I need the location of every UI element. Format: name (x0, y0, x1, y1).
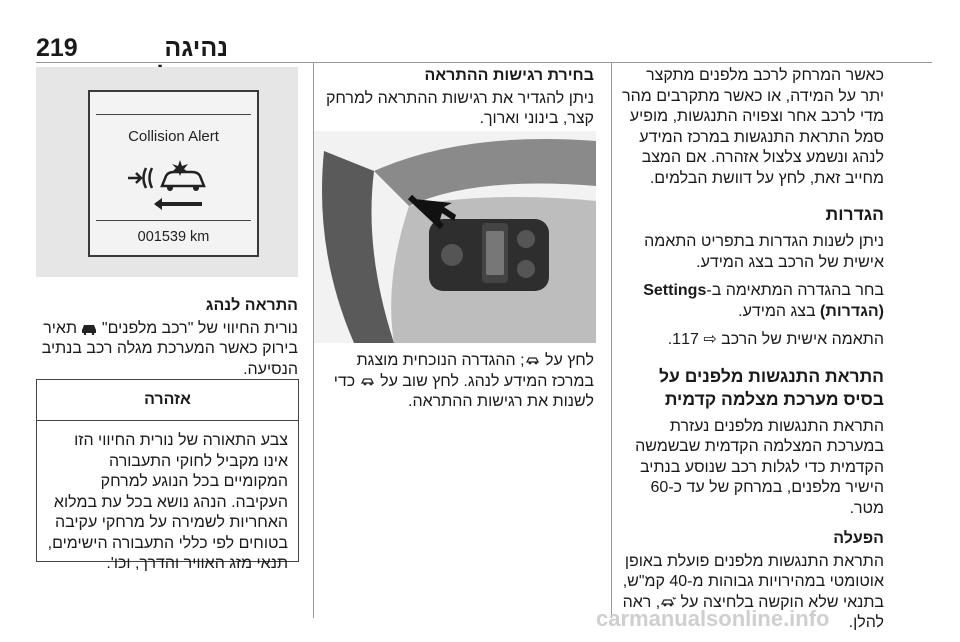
middle-column (322, 66, 594, 138)
middle-column-lower (322, 351, 594, 421)
page-ref-icon: ⇨ (703, 331, 717, 348)
settings-reference: התאמה אישית של הרכב ⇨ 117. (667, 331, 884, 348)
cluster-display-image (36, 67, 298, 277)
press-paragraph: לחץ על ; ההגדרה הנוכחית מוצגת במרכז המידע לנהג. לחץ שוב על כדי לשנות את רגישות ההתראה. (333, 352, 594, 410)
page-number: 219 (36, 34, 78, 62)
odometer-readout: 001539 km (137, 229, 210, 245)
column-divider-right (611, 62, 612, 618)
vehicle-ahead-icon (81, 322, 97, 335)
left-column (36, 296, 298, 388)
driver-alert-heading: התראה לנהג (205, 297, 298, 314)
warning-text: צבע התאורה של נורית החיווי הזו אינו מקביל לחוקי התעבורה המקומיים בכל הנוגע למרחק העקיבה. הנהג נושא בכל עת במלוא האחריות לשמירה על מרחקי עקיבה בטוחים לפי כללי התעבורה הישימים, תנאי מזג האוויר והדרך, וכו'. (47, 432, 288, 572)
page-title: נהיגה (164, 34, 228, 62)
right-column (622, 66, 884, 642)
sensitivity-heading: בחירת רגישות ההתראה (424, 67, 594, 84)
cluster-title: Collision Alert (128, 128, 219, 145)
intro-paragraph: כאשר המרחק לרכב מלפנים מתקצר יתר על המידה, או כאשר מתקרבים מהר מדי לרכב אחר וצפויה התנגשות, מופיע סמל התראת התנגשות במרכז המידע לנהג ונשמע צלצול אזהרה. אם המצב מחייב זאת, לחץ על דוושת הבלמים. (622, 67, 884, 187)
driver-alert-paragraph: נורית החיווי של "רכב מלפנים" תאיר בירוק כאשר המערכת מגלה רכב בנתיב הנסיעה. (41, 319, 298, 378)
watermark: carmanualsonline.info (596, 606, 830, 631)
sensitivity-paragraph: ניתן להגדיר את רגישות ההתראה למרחק קצר, בינוני וארוך. (325, 89, 594, 127)
settings-select-paragraph: בחר בהגדרה המתאימה ב-Settings (הגדרות) בצג המידע. (643, 282, 884, 320)
fcw-paragraph: התראת התנגשות מלפנים נעזרת במערכת המצלמה הקדמית שבשמשה הקדמית כדי לגלות רכב שנוסע בנתיב הישיר מלפנים, במרחק של עד כ-60 מטר. (635, 417, 884, 517)
collision-alert-icon (525, 353, 541, 367)
settings-paragraph: ניתן לשנות הגדרות בתפריט התאמה אישית של הרכב בצג המידע. (644, 233, 884, 271)
header-rule (36, 62, 932, 63)
collision-alert-icon (360, 374, 376, 388)
activation-heading: הפעלה (833, 530, 884, 547)
activation-paragraph: התראת התנגשות מלפנים פועלת באופן אוטומטי במהירויות גבוהות מ-40 קמ"ש, בתנאי שלא הוקשה בלחיצה על , ראה להלן. (622, 552, 884, 631)
cluster-screen (88, 90, 259, 257)
fcw-heading: התראת התנגשות מלפנים על בסיס מערכת מצלמה קדמית (659, 365, 884, 409)
steering-wheel-illustration (314, 131, 596, 343)
collision-warning-icon (126, 158, 222, 218)
warning-title: אזהרה (37, 380, 298, 421)
settings-term: Settings (643, 282, 707, 299)
steering-wheel-image (314, 131, 596, 343)
warning-box (36, 379, 299, 572)
settings-heading: הגדרות (825, 204, 884, 224)
